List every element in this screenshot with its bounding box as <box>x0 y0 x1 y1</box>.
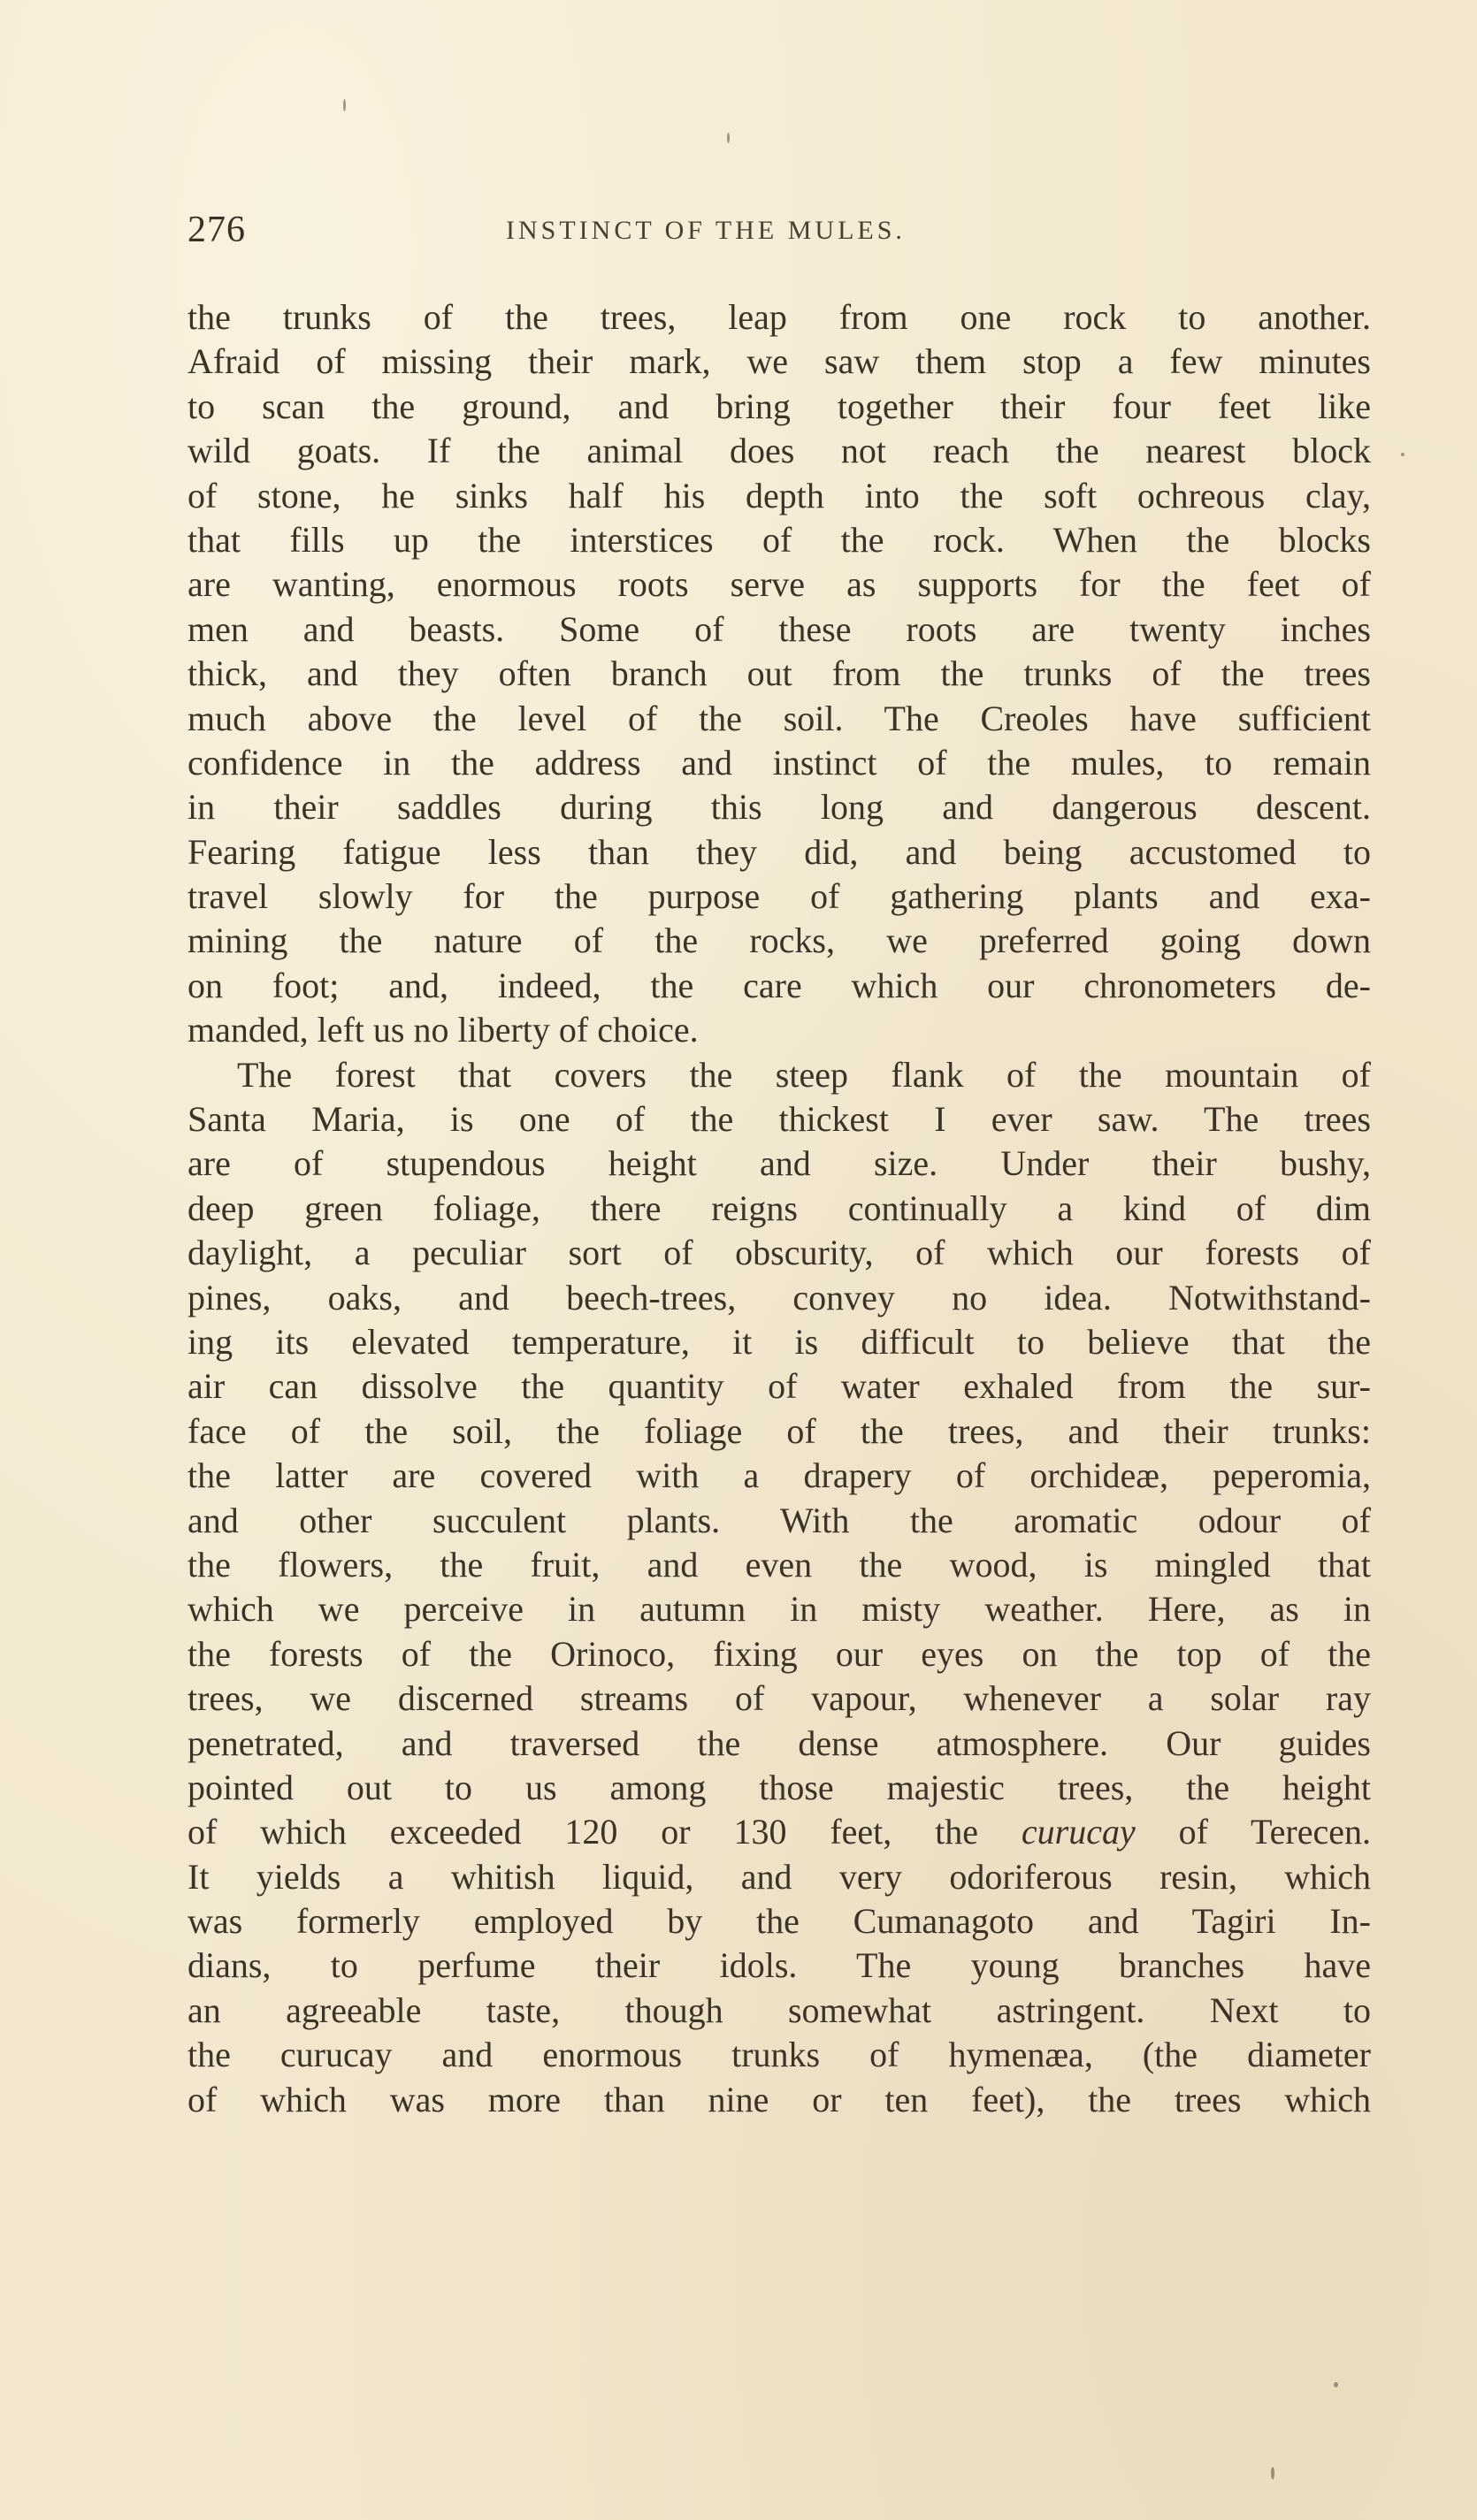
text-line: wild goats. If the animal does not reach the nearest block <box>187 431 1371 471</box>
page-number: 276 <box>187 210 246 250</box>
text-line: the latter are covered with a drapery of orchideæ, peperomia, <box>187 1455 1371 1496</box>
text-line: mining the nature of the rocks, we preferred going down <box>187 920 1371 961</box>
text-line: air can dissolve the quantity of water exhaled from the sur- <box>187 1366 1371 1407</box>
text-segment: of Terecen. <box>1178 1812 1372 1852</box>
text-line: Afraid of missing their mark, we saw them stop a few minutes <box>187 341 1371 382</box>
text-segment: of which exceeded 120 or 130 feet, the <box>187 1812 978 1852</box>
text-line: pointed out to us among those majestic trees, the height <box>187 1767 1371 1807</box>
text-line: are wanting, enormous roots serve as supports for the feet of <box>187 564 1371 605</box>
chapter-header-title: INSTINCT OF THE MULES. <box>506 216 906 245</box>
paragraph-first-line: The forest that covers the steep flank of the mountain of <box>237 1054 1371 1095</box>
text-line: in their saddles during this long and dangerous descent. <box>187 787 1371 828</box>
text-line: an agreeable taste, though somewhat astringent. Next to <box>187 1989 1371 2030</box>
text-line: confidence in the address and instinct of the mules, to remain <box>187 742 1371 783</box>
italic-term-curucay: curucay <box>1021 1812 1136 1852</box>
text-line: men and beasts. Some of these roots are twenty inches <box>187 608 1371 649</box>
text-line: on foot; and, indeed, the care which our chronometers de- <box>187 965 1371 1005</box>
text-line: the forests of the Orinoco, fixing our eyes on the top of the <box>187 1633 1371 1674</box>
text-line: was formerly employed by the Cumanagoto and Tagiri In- <box>187 1901 1371 1942</box>
text-line: It yields a whitish liquid, and very odoriferous resin, which <box>187 1856 1371 1897</box>
text-line: deep green foliage, there reigns continually a kind of dim <box>187 1187 1371 1228</box>
text-line: thick, and they often branch out from the trunks of the trees <box>187 653 1371 694</box>
text-line-with-italic <box>187 1810 1371 1854</box>
paragraph-last-line: manded, left us no liberty of choice. <box>187 1010 699 1050</box>
paper-speck <box>343 99 346 111</box>
text-line: and other succulent plants. With the aromatic odour of <box>187 1500 1371 1540</box>
text-line: trees, we discerned streams of vapour, whenever a solar ray <box>187 1678 1371 1719</box>
text-line: which we perceive in autumn in misty weather. Here, as in <box>187 1589 1371 1630</box>
text-line: of stone, he sinks half his depth into the soft ochreous clay, <box>187 475 1371 515</box>
text-line: the trunks of the trees, leap from one rock to another. <box>187 297 1371 337</box>
text-line: of which was more than nine or ten feet), the trees which <box>187 2079 1371 2119</box>
text-line: penetrated, and traversed the dense atmosphere. Our guides <box>187 1722 1371 1763</box>
paper-speck <box>1271 2467 1274 2479</box>
text-line: the curucay and enormous trunks of hymenæa, (the diameter <box>187 2035 1371 2075</box>
text-line: travel slowly for the purpose of gathering plants and exa- <box>187 876 1371 917</box>
paper-speck <box>727 133 730 143</box>
text-line: Fearing fatigue less than they did, and being accustomed to <box>187 831 1371 872</box>
text-line: are of stupendous height and size. Under their bushy, <box>187 1143 1371 1184</box>
text-line: the flowers, the fruit, and even the wood, is mingled that <box>187 1544 1371 1585</box>
body-text <box>187 295 1371 2122</box>
text-line: daylight, a peculiar sort of obscurity, of which our forests of <box>187 1233 1371 1273</box>
text-line: pines, oaks, and beech-trees, convey no idea. Notwithstand- <box>187 1277 1371 1317</box>
running-head <box>187 209 1364 262</box>
text-line: ing its elevated temperature, it is difficult to believe that the <box>187 1321 1371 1362</box>
text-line: to scan the ground, and bring together their four feet like <box>187 386 1371 426</box>
paper-speck <box>1334 2382 1338 2387</box>
paper-speck <box>1401 453 1404 456</box>
text-line: dians, to perfume their idols. The young branches have <box>187 1945 1371 1986</box>
text-line: face of the soil, the foliage of the trees, and their trunks: <box>187 1410 1371 1451</box>
text-line: much above the level of the soil. The Creoles have sufficient <box>187 698 1371 738</box>
text-line: that fills up the interstices of the rock. When the blocks <box>187 519 1371 560</box>
text-line: Santa Maria, is one of the thickest I ever saw. The trees <box>187 1099 1371 1140</box>
